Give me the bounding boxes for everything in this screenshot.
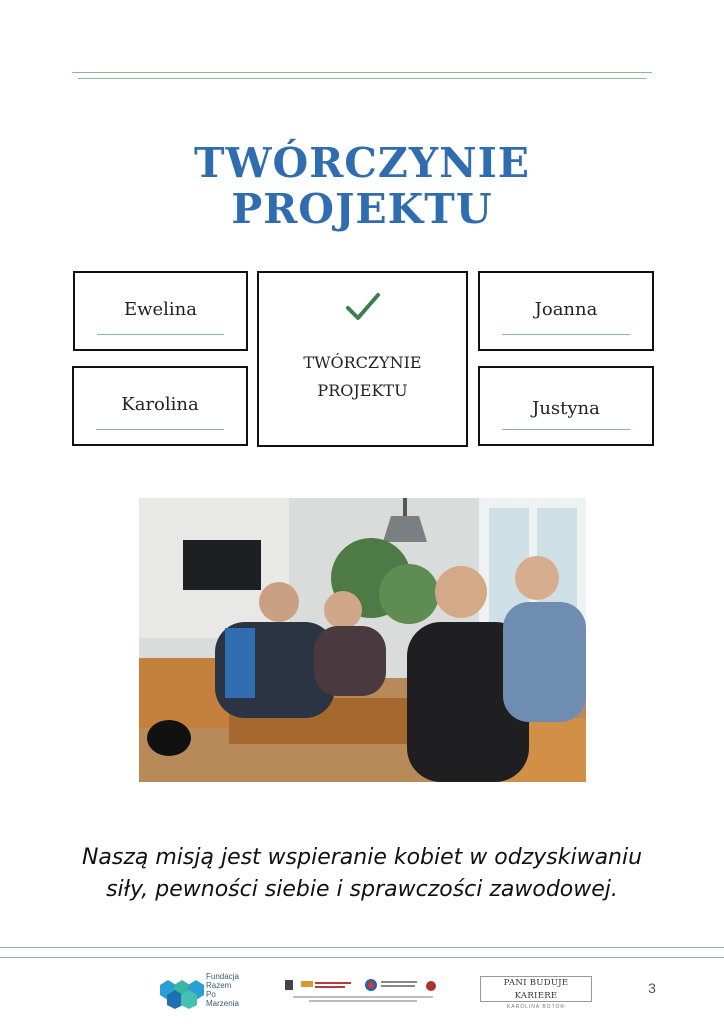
name-underline — [502, 429, 630, 430]
check-icon-svg — [345, 291, 381, 323]
page-title-line1: TWÓRCZYNIE — [193, 139, 531, 187]
member-box-joanna — [478, 271, 654, 351]
name-underline — [502, 334, 630, 335]
top-divider — [72, 72, 652, 73]
team-photo — [139, 498, 586, 782]
footer-divider-inner — [0, 957, 724, 958]
member-name: Justyna — [532, 398, 600, 419]
team-photo-illustration — [139, 498, 586, 782]
foundation-logo-word: Po — [206, 990, 216, 999]
check-icon — [259, 291, 466, 332]
center-label-line2: PROJEKTU — [317, 381, 408, 400]
partner-logos-graphic — [285, 978, 440, 1006]
name-underline — [96, 429, 224, 430]
page-title-line2: PROJEKTU — [231, 185, 493, 233]
member-name: Joanna — [534, 299, 598, 320]
mission-line1: Naszą misją jest wspieranie kobiet w odzyskiwaniu — [81, 845, 643, 870]
foundation-logo-word: Marzenia — [206, 999, 239, 1008]
foundation-logo-word: Razem — [206, 981, 232, 990]
page-number: 3 — [648, 980, 656, 996]
center-label — [269, 349, 456, 405]
member-box-karolina — [72, 366, 248, 446]
name-underline — [97, 334, 224, 335]
foundation-logo-text — [206, 972, 239, 1008]
brand-logo — [480, 976, 592, 1010]
foundation-logo — [160, 972, 250, 1012]
member-name: Ewelina — [123, 299, 198, 320]
foundation-logo-icon — [160, 975, 204, 1009]
footer-divider — [0, 947, 724, 948]
partner-logos — [285, 978, 440, 1006]
center-box — [257, 271, 468, 447]
mission-line2: siły, pewności siebie i sprawczości zawodowej. — [106, 877, 618, 902]
top-divider-inner — [78, 78, 646, 79]
member-name: Karolina — [121, 394, 199, 415]
brand-logo-title: PANI BUDUJE KARIERE — [503, 978, 569, 1001]
member-box-ewelina — [73, 271, 248, 351]
member-box-justyna — [478, 366, 654, 446]
brand-logo-subtitle: KAROLINA BOTOR — [506, 1004, 566, 1010]
foundation-logo-word: Fundacja — [206, 972, 239, 981]
page-title — [0, 140, 724, 232]
mission-statement — [40, 842, 684, 906]
center-label-line1: TWÓRCZYNIE — [303, 353, 422, 372]
